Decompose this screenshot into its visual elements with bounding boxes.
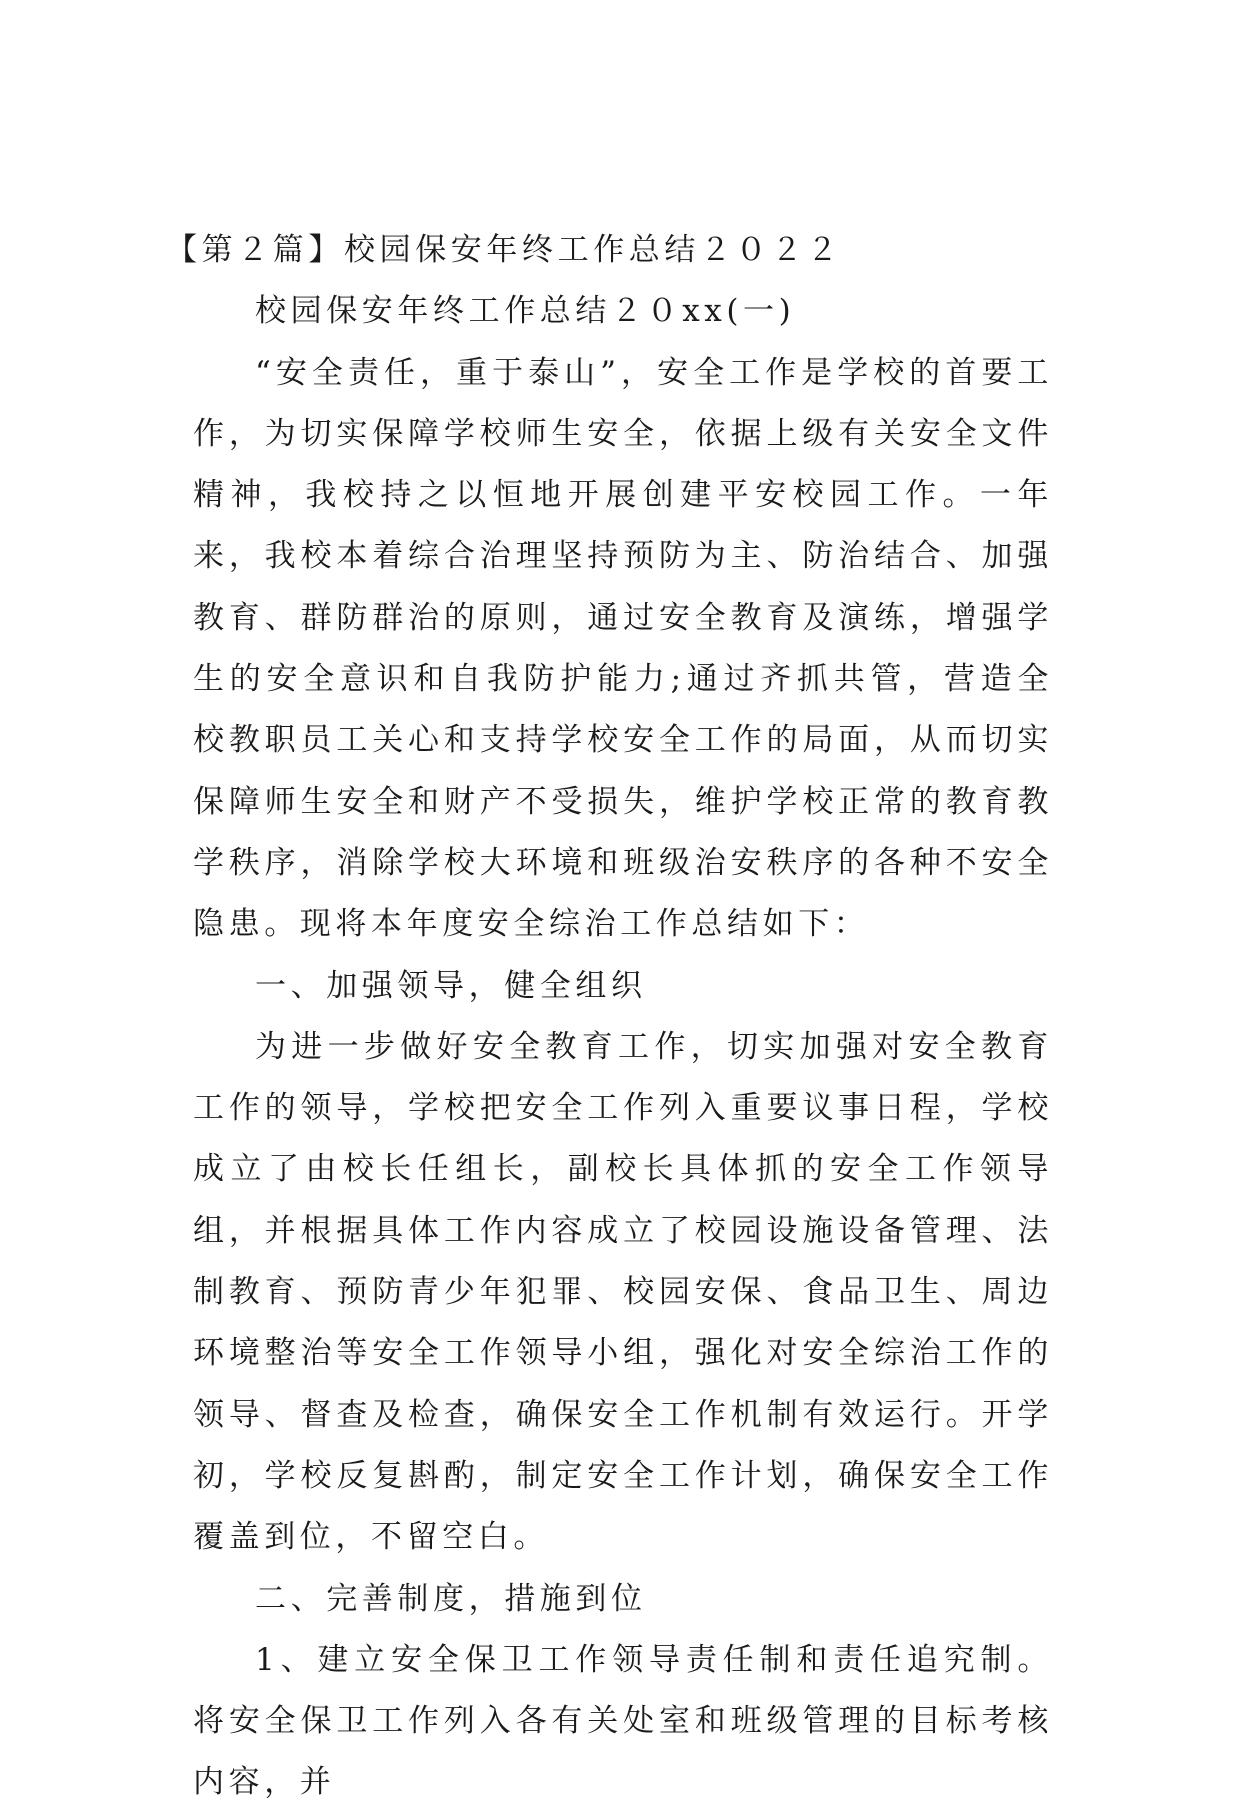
document-body — [166, 220, 1053, 1814]
section-heading-2: 二、完善制度，措施到位 — [255, 1580, 647, 1617]
document-title: 【第２篇】校园保安年终工作总结２０２２ — [166, 232, 843, 268]
document-subtitle: 校园保安年终工作总结２０xx(一) — [255, 293, 796, 330]
paragraph-section-1: 为进一步做好安全教育工作，切实加强对安全教育工作的领导，学校把安全工作列入重要议事日程，学校成立了由校长任组长，副校长具体抓的安全工作领导组，并根据具体工作内容成立了校园设施设备管理、法制教育、预防青少年犯罪、校园安保、食品卫生、周边环境整治等安全工作领导小组，强化对安全综治工作的领导、督查及检查，确保安全工作机制有效运行。开学初，学校反复斟酌，制定安全工作计划，确保安全工作覆盖到位，不留空白。 — [193, 1028, 1053, 1556]
paragraph-intro: “安全责任，重于泰山”，安全工作是学校的首要工作，为切实保障学校师生安全，依据上级有关安全文件精神，我校持之以恒地开展创建平安校园工作。一年来，我校本着综合治理坚持预防为主、防治结合、加强教育、群防群治的原则，通过安全教育及演练，增强学生的安全意识和自我防护能力;通过齐抓共管，营造全校教职员工关心和支持学校安全工作的局面，从而切实保障师生安全和财产不受损失，维护学校正常的教育教学秩序，消除学校大环境和班级治安秩序的各种不安全隐患。现将本年度安全综治工作总结如下： — [193, 354, 1053, 943]
section-heading-1: 一、加强领导，健全组织 — [255, 967, 647, 1004]
paragraph-section-2-item-1: 1、建立安全保卫工作领导责任制和责任追究制。将安全保卫工作列入各有关处室和班级管理的目标考核内容，并 — [193, 1641, 1053, 1801]
